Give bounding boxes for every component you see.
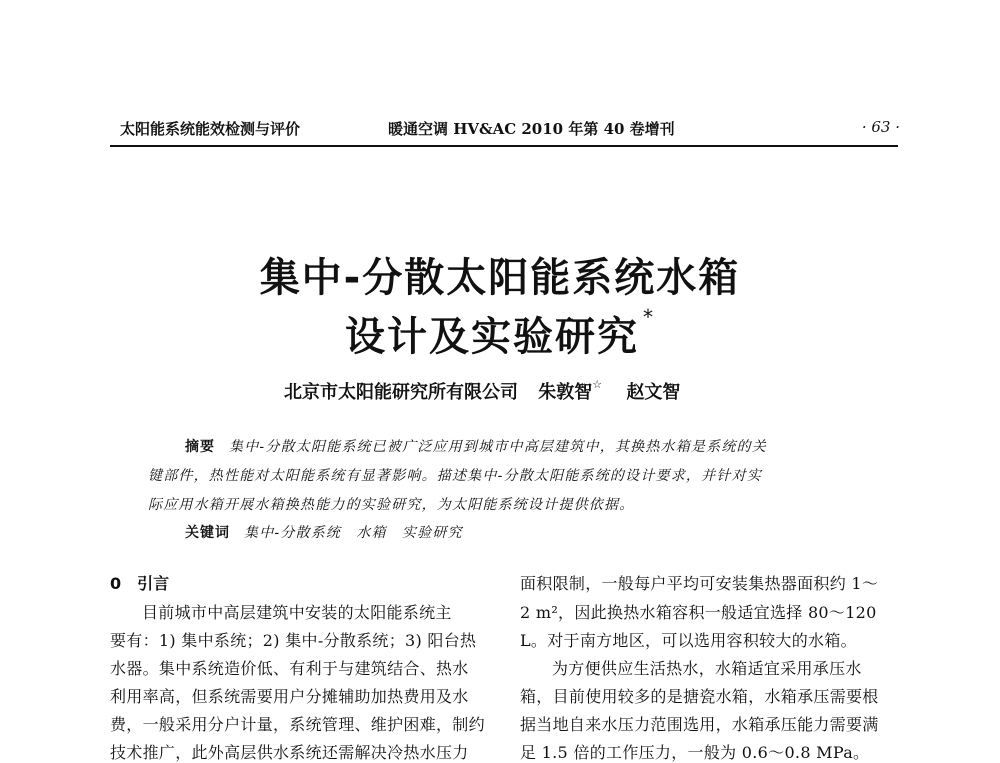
body-text-line: 费，一般采用分户计量，系统管理、维护困难，制约 <box>110 715 485 734</box>
keywords-label: 关键词 <box>185 525 230 541</box>
body-text-line: 要有：1) 集中系统；2) 集中-分散系统；3) 阳台热 <box>110 631 477 650</box>
paper-title-line-2 <box>0 305 1000 362</box>
body-text-line: 2 m²，因此换热水箱容积一般适宜选择 80～120 <box>520 603 877 622</box>
title-footnote-mark: * <box>643 305 655 329</box>
abstract-label: 摘要 <box>185 439 215 455</box>
body-text-line: 箱，目前使用较多的是搪瓷水箱，水箱承压需要根 <box>520 687 879 706</box>
body-text-line: 技术推广，此外高层供水系统还需解决冷热水压力 <box>110 743 469 762</box>
author-name: 朱敦智 <box>538 382 593 403</box>
body-text-line: 面积限制，一般每户平均可安装集热器面积约 1～ <box>520 574 879 593</box>
body-text-line: 据当地自来水压力范围选用，水箱承压能力需要满 <box>520 715 879 734</box>
author-line <box>284 378 694 404</box>
body-text-line: 水器。集中系统造价低、有利于与建筑结合、热水 <box>110 659 469 678</box>
page-number: · 63 · <box>861 118 900 136</box>
paper-title-line-1: 集中-分散太阳能系统水箱 <box>259 255 741 301</box>
body-text-line: L。对于南方地区，可以选用容积较大的水箱。 <box>520 631 857 650</box>
body-text-line: 为方便供应生活热水，水箱适宜采用承压水 <box>552 659 862 678</box>
section-heading: 0 引言 <box>110 574 170 593</box>
body-text-line: 目前城市中高层建筑中安装的太阳能系统主 <box>142 603 452 622</box>
abstract-line: 键部件，热性能对太阳能系统有显著影响。描述集中-分散太阳能系统的设计要求，并针对实 <box>148 468 762 484</box>
header-rule <box>110 145 898 147</box>
keywords-line <box>185 522 463 542</box>
running-header-section: 太阳能系统能效检测与评价 <box>120 120 301 138</box>
affiliation: 北京市太阳能研究所有限公司 <box>284 382 518 403</box>
body-text-line: 利用率高，但系统需要用户分摊辅助加热费用及水 <box>110 687 469 706</box>
running-header-journal: 暖通空调 HV&AC 2010 年第 40 卷增刊 <box>388 120 675 138</box>
paper-title-text: 设计及实验研究 <box>345 314 639 360</box>
author-footnote-mark: ☆ <box>592 378 603 391</box>
author-name: 赵文智 <box>626 382 681 403</box>
abstract-line: 际应用水箱开展水箱换热能力的实验研究，为太阳能系统设计提供依据。 <box>148 497 635 513</box>
body-text-line: 足 1.5 倍的工作压力，一般为 0.6～0.8 MPa。 <box>520 743 870 762</box>
abstract-line <box>185 436 767 456</box>
abstract-text: 集中-分散太阳能系统已被广泛应用到城市中高层建筑中，其换热水箱是系统的关 <box>229 439 767 455</box>
keywords-text: 集中-分散系统 水箱 实验研究 <box>244 525 463 541</box>
